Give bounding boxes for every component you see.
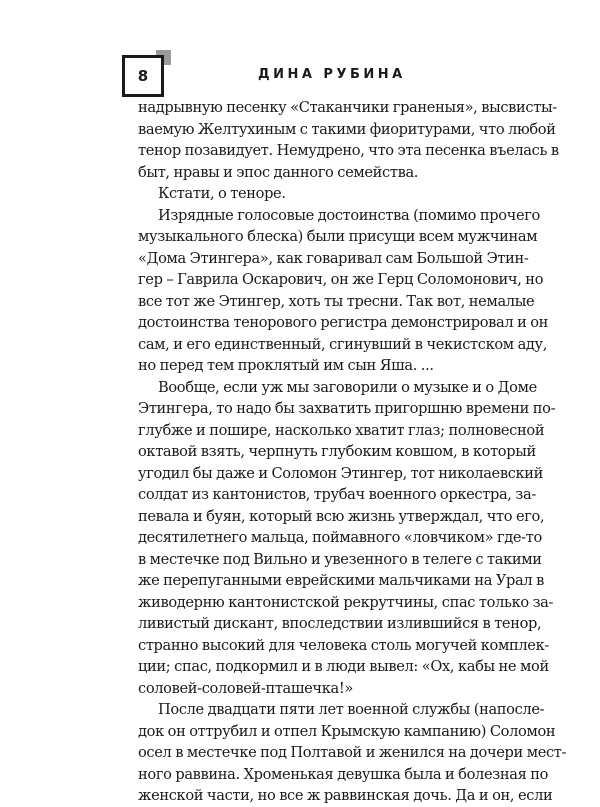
text-line: Изрядные голосовые достоинства (помимо прочего xyxy=(158,206,540,224)
text-line: тенор позавидует. Немудрено, что эта песенка въелась в xyxy=(138,142,559,159)
text-line: «Дома Этингера», как говаривал сам Большой Этин- xyxy=(138,249,529,267)
text-line: ного раввина. Хроменькая девушка была и болезная по xyxy=(138,765,549,783)
text-line: женской части, но все ж раввинская дочь. Да и он, если xyxy=(138,787,553,804)
text-line: Кстати, о теноре. xyxy=(158,185,286,202)
page-number: 8 xyxy=(122,55,164,97)
text-line: угодил бы даже и Соломон Этингер, тот николаевский xyxy=(138,464,544,482)
text-line: в местечке под Вильно и увезенного в телеге с такими xyxy=(138,550,542,568)
text-line: достоинства тенорового регистра демонстрировал и он xyxy=(138,314,549,331)
running-title: ДИНА РУБИНА xyxy=(258,67,406,82)
text-line: осел в местечке под Полтавой и женился на дочери мест- xyxy=(138,744,567,761)
text-line: сам, и его единственный, сгинувший в чекистском аду, xyxy=(138,335,548,353)
text-line: десятилетнего мальца, поймавного «ловчиком» где-то xyxy=(138,529,542,546)
text-line: После двадцати пяти лет военной службы (напосле- xyxy=(158,701,545,718)
text-line: все тот же Этингер, хоть ты тресни. Так вот, немалые xyxy=(138,292,535,310)
text-line: надрывную песенку «Стаканчики граненыя», высвисты- xyxy=(138,99,557,116)
text-line: глубже и пошире, насколько хватит глаз; полновесной xyxy=(138,421,545,439)
text-line: соловей-соловей-пташечка!» xyxy=(138,679,353,697)
text-line: Вообще, если уж мы заговорили о музыке и о Доме xyxy=(158,378,537,396)
text-line: быт, нравы и эпос данного семейства. xyxy=(138,163,419,181)
text-line: солдат из кантонистов, трубач военного оркестра, за- xyxy=(138,486,536,503)
text-line: ваемую Желтухиным с такими фиоритурами, что любой xyxy=(138,120,556,138)
text-line: но перед тем проклятый им сын Яша. ... xyxy=(138,357,434,374)
text-line: же перепуганными еврейскими мальчиками на Урал в xyxy=(138,572,544,589)
text-line: ции; спас, подкормил и в люди вывел: «Ох, кабы не мой xyxy=(138,658,549,675)
text-line: гер – Гаврила Оскарович, он же Герц Соломонович, но xyxy=(138,271,544,288)
text-line: музыкального блеска) были присущи всем мужчинам xyxy=(138,228,538,245)
text-line: октавой взять, черпнуть глубоким ковшом, в который xyxy=(138,443,536,460)
text-line: Этингера, то надо бы захватить пригоршню времени по- xyxy=(138,400,556,417)
text-line: живодерню кантонистской рекрутчины, спас только за- xyxy=(138,593,554,611)
text-line: ливистый дискант, впоследствии излившийся в тенор, xyxy=(138,615,542,632)
text-line: странно высокий для человека столь могучей комплек- xyxy=(138,636,549,654)
text-line: док он оттрубил и отпел Крымскую кампанию) Соломон xyxy=(138,722,556,740)
body-text xyxy=(138,97,567,807)
text-line: певала и буян, который всю жизнь утверждал, что его, xyxy=(138,507,545,525)
